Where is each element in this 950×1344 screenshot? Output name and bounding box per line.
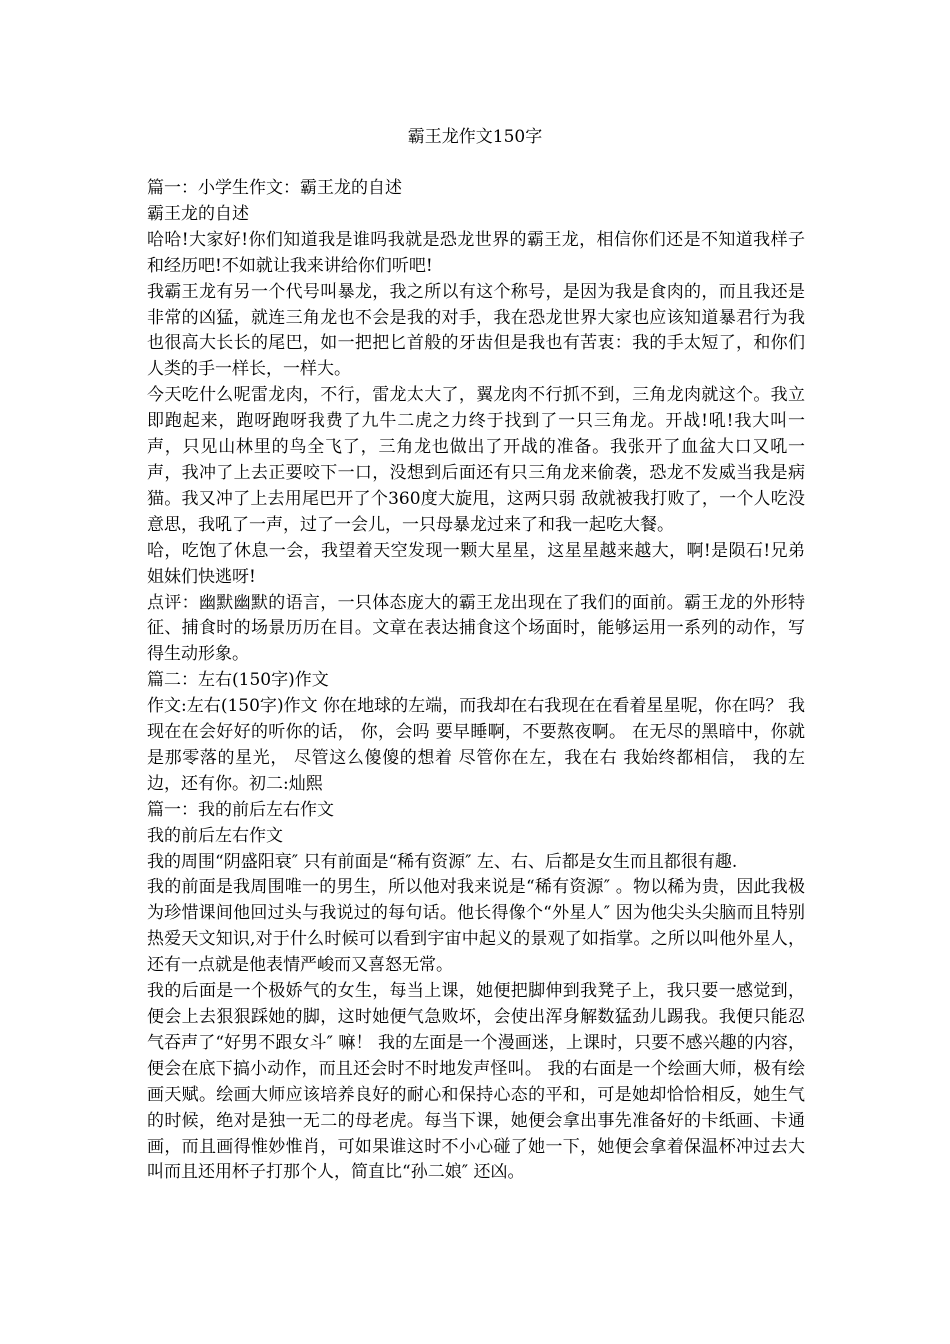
document-title: 霸王龙作文150字	[407, 127, 543, 147]
paragraph: 我的周围“阴盛阳衰″ 只有前面是“稀有资源″ 左、右、后都是女生而且都很有趣.	[147, 851, 738, 872]
paragraph: 今天吃什么呢雷龙肉，不行，雷龙太大了，翼龙肉不行抓不到，三角龙肉就这个。我立即跑起来，跑呀跑呀我费了九牛二虎之力终于找到了一只三角龙。开战!吼!我大叫一声，只见山林里的鸟全飞了，三角龙也做出了开战的准备。我张开了血盆大口又吼一声，我冲了上去正要咬下一口，没想到后面还有只三角龙来偷袭，恐龙不发威当我是病猫。我又冲了上去用尾巴开了个360度大旋甩，这两只弱 敌就被我打败了，一个人吃没意思，我吼了一声，过了一会儿，一只母暴龙过来了和我一起吃大餐。	[147, 385, 805, 535]
paragraph: 我的后面是一个极娇气的女生，每当上课，她便把脚伸到我凳子上，我只要一感觉到，便会上去狠狠踩她的脚，这时她便气急败坏，会使出浑身解数猛劲儿踢我。我便只能忍气吞声了“好男不跟女斗″ 嘛！ 我的左面是一个漫画迷，上课时，只要不感兴趣的内容，便会在底下搞小动作，而且还会时不时地发声怪叫。 我的右面是一个绘画大师，极有绘画天赋。绘画大师应该培养良好的耐心和保持心态的平和，可是她却恰恰相反，她生气的时候，绝对是独一无二的母老虎。每当下课，她便会拿出事先准备好的卡纸画、卡通画，而且画得惟妙惟肖，可如果谁这时不小心碰了她一下，她便会拿着保温杯冲过去大叫而且还用杯子打那个人，简直比“孙二娘″ 还凶。	[147, 981, 805, 1183]
paragraph: 哈哈!大家好!你们知道我是谁吗我就是恐龙世界的霸王龙，相信你们还是不知道我样子和经历吧!不如就让我来讲给你们听吧!	[147, 229, 805, 276]
paragraph: 我霸王龙有另一个代号叫暴龙，我之所以有这个称号，是因为我是食肉的，而且我还是非常的凶猛，就连三角龙也不会是我的对手，我在恐龙世界大家也应该知道暴君行为我也很高大长长的尾巴，如一把把匕首般的牙齿但是我也有苦衷：我的手太短了，和你们人类的手一样长，一样大。	[147, 281, 805, 380]
paragraph: 我的前面是我周围唯一的男生，所以他对我来说是“稀有资源″ 。物以稀为贵，因此我极为珍惜课间他回过头与我说过的每句话。他长得像个“外星人″ 因为他尖头尖脑而且特别热爱天文知识,对于什么时候可以看到宇宙中起义的景观了如指掌。之所以叫他外星人，还有一点就是他表情严峻而又喜怒无常。	[147, 877, 805, 976]
section-heading: 篇二：左右(150字)作文	[147, 670, 329, 691]
comment-paragraph: 点评：幽默幽默的语言，一只体态庞大的霸王龙出现在了我们的面前。霸王龙的外形特征、捕食时的场景历历在目。文章在表达捕食这个场面时，能够运用一系列的动作，写得生动形象。	[147, 592, 805, 665]
section-heading: 篇一：小学生作文：霸王龙的自述	[147, 178, 402, 198]
essay-title: 我的前后左右作文	[147, 825, 283, 846]
essay-title: 霸王龙的自述	[147, 203, 249, 224]
paragraph: 哈，吃饱了休息一会，我望着天空发现一颗大星星，这星星越来越大，啊!是陨石!兄弟姐妹们快逃呀!	[147, 540, 805, 587]
paragraph: 作文:左右(150字)作文 你在地球的左端，而我却在右我现在在看着星星呢，你在吗？ 我现在在会好好的听你的话， 你，会吗 要早睡啊，不要熬夜啊。 在无尽的黑暗中，你就是那零落的星光， 尽管这么傻傻的想着 尽管你在左，我在右 我始终都相信， 我的左边，还有你。初二:灿熙	[147, 696, 805, 794]
section-heading: 篇一：我的前后左右作文	[147, 799, 334, 820]
document-body	[147, 176, 805, 1186]
